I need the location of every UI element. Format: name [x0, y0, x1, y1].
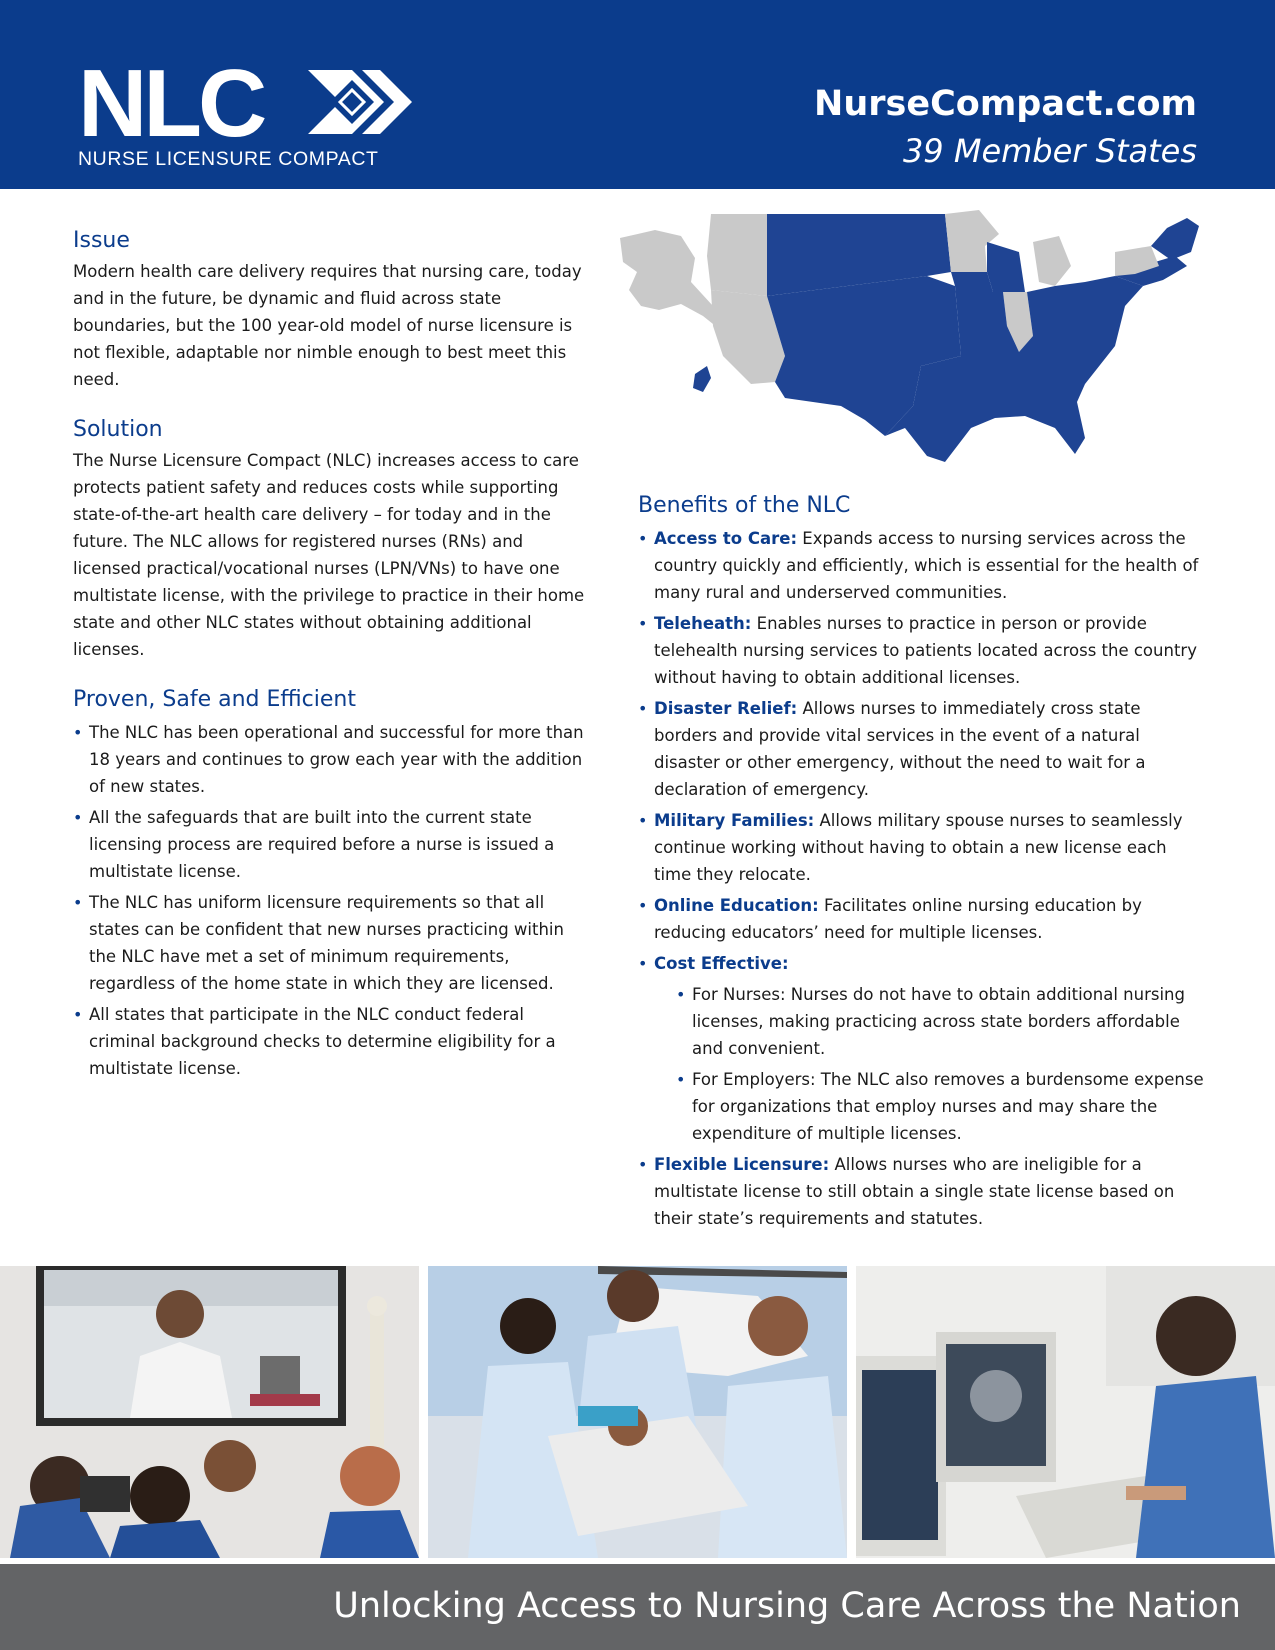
list-item: • All states that participate in the NLC conduct federal criminal background checks to determine eligibility for a multistate license.: [73, 1005, 556, 1078]
list-item: • All the safeguards that are built into the current state licensing process are required before a nurse is issued a multistate license.: [73, 808, 555, 881]
list-item: • For Nurses: Nurses do not have to obtain additional nursing licenses, making practicing across state borders affordable and convenient.: [676, 985, 1185, 1058]
list-item: • For Employers: The NLC also removes a burdensome expense for organizations that employ nurses and may share the expenditure of multiple licenses.: [676, 1070, 1204, 1143]
right-column: [638, 491, 1208, 1236]
map-wisconsin: [987, 242, 1025, 292]
benefits-heading: Benefits of the NLC: [638, 493, 851, 518]
list-item: • The NLC has been operational and successful for more than 18 years and continues to grow each year with the addition of new states.: [73, 723, 584, 796]
solution-text: The Nurse Licensure Compact (NLC) increases access to care protects patient safety and reduces costs while supporting state-of-the-art health care delivery – for today and in the future. The NLC allows for registered nurses (RNs) and licensed practical/vocational nurses (LPN/VNs) to have one multistate license, with the privilege to practice in their home state and other NLC states without obtaining additional licenses.: [73, 451, 585, 659]
map-hawaii: [693, 366, 711, 392]
member-states-map: [615, 206, 1265, 486]
list-item: • The NLC has uniform licensure requirements so that all states can be confident that new nurses practicing within the NLC have met a set of minimum requirements, regardless of the home state in which they are licensed.: [73, 893, 564, 993]
benefits-list: [638, 525, 1208, 1232]
footer-tagline: Unlocking Access to Nursing Care Across the Nation: [333, 1586, 1241, 1626]
benefit-disaster: • Disaster Relief: Allows nurses to immediately cross state borders and provide vital services in the event of a natural disaster or other emergency, without the need to wait for a declaration of emergency.: [638, 699, 1146, 799]
telehealth-classroom-photo: [0, 1266, 419, 1558]
solution-heading: Solution: [73, 417, 163, 442]
benefit-online-education: • Online Education: Facilitates online nursing education by reducing educators’ need for multiple licenses.: [638, 896, 1142, 942]
footer-banner: [0, 1564, 1275, 1650]
benefit-cost-effective: • Cost Effective: • For Nurses: Nurses do not have to obtain additional nursing licenses, making practicing across state borders affordable and convenient. • For Employers: The NLC also removes a burdensome expense for organizations that employ nurses and may share the expenditure of multiple licenses.: [638, 950, 1208, 1147]
map-northwest: [707, 214, 767, 296]
emergency-care-photo: [428, 1266, 847, 1558]
benefit-military: • Military Families: Allows military spouse nurses to seamlessly continue working without having to obtain a new license each time they relocate.: [638, 811, 1183, 884]
issue-text: Modern health care delivery requires that nursing care, today and in the future, be dynamic and fluid across state boundaries, but the 100 year-old model of nurse licensure is not flexible, adaptable nor nimble enough to best meet this need.: [73, 262, 582, 389]
header-banner: [0, 0, 1275, 189]
member-states-count: 39 Member States: [902, 132, 1197, 170]
compact-diamond-icon: [244, 62, 424, 142]
map-new-england: [1151, 218, 1199, 260]
issue-heading: Issue: [73, 228, 130, 253]
nlc-logo: [78, 50, 398, 175]
map-michigan: [1033, 236, 1071, 286]
website-link[interactable]: NurseCompact.com: [814, 84, 1197, 124]
nurse-computer-photo: [856, 1266, 1275, 1558]
benefit-flexible-licensure: • Flexible Licensure: Allows nurses who are ineligible for a multistate license to still obtain a single state license based on their state’s requirements and statutes.: [638, 1155, 1175, 1228]
cost-sub-list: [676, 981, 1208, 1147]
logo-subtitle: NURSE LICENSURE COMPACT: [78, 148, 379, 170]
proven-list: [73, 719, 593, 1082]
proven-heading: Proven, Safe and Efficient: [73, 687, 356, 712]
benefit-telehealth: • Teleheath: Enables nurses to practice in person or provide telehealth nursing services to patients located across the country without having to obtain additional licenses.: [638, 614, 1197, 687]
benefit-access: • Access to Care: Expands access to nursing services across the country quickly and efficiently, which is essential for the health of many rural and underserved communities.: [638, 529, 1199, 602]
logo-letters: NLC: [78, 50, 264, 157]
photo-strip: [0, 1266, 1275, 1558]
left-column: [73, 226, 593, 1086]
